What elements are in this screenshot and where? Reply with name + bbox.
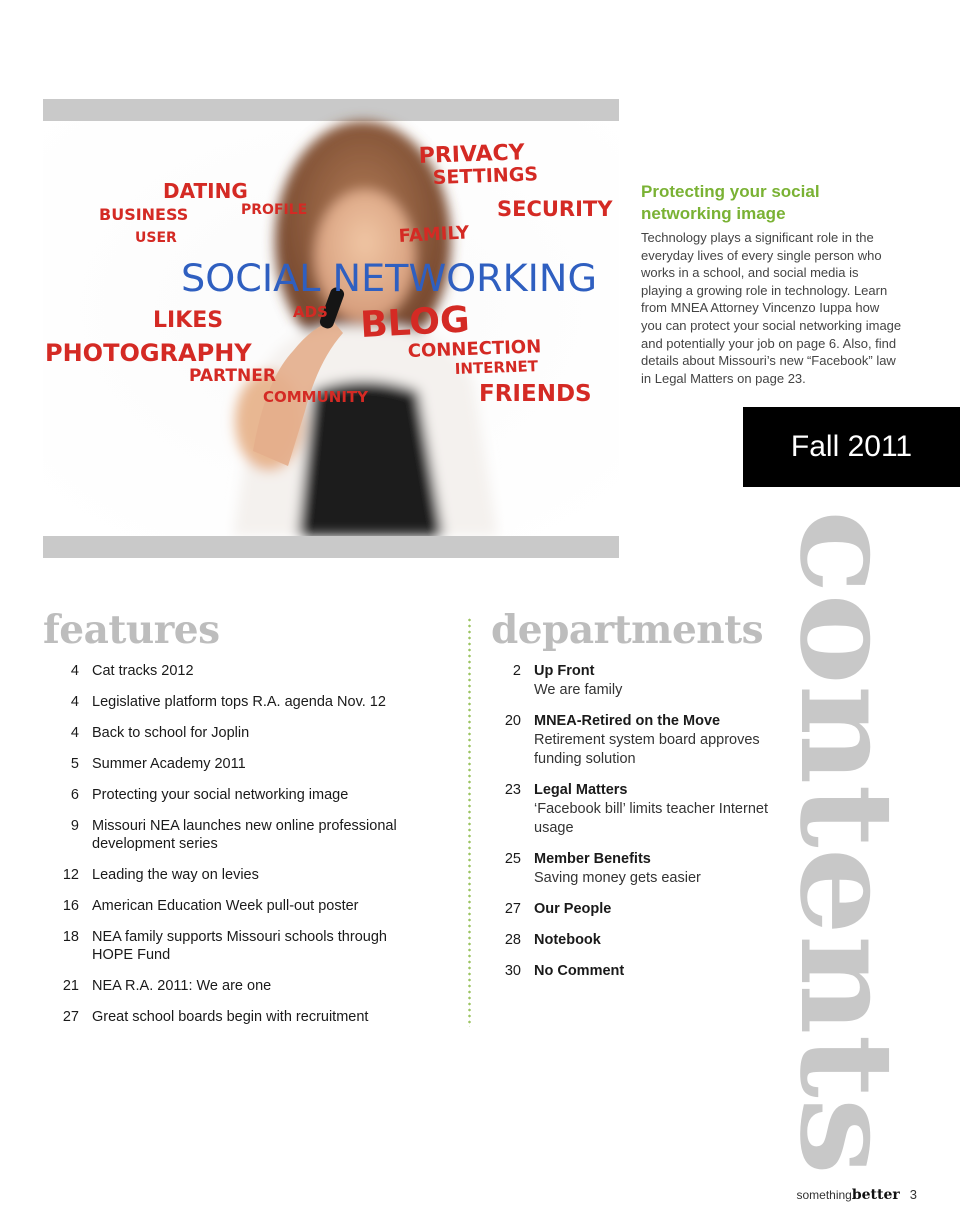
feature-page: 12 bbox=[62, 867, 79, 883]
department-page: 30 bbox=[504, 963, 521, 979]
feature-item[interactable] bbox=[50, 928, 420, 964]
word-user: USER bbox=[135, 230, 177, 246]
word-internet: INTERNET bbox=[454, 357, 539, 378]
word-community: COMMUNITY bbox=[263, 388, 369, 406]
departments-heading: departments bbox=[491, 607, 764, 653]
contents-vertical-title bbox=[771, 510, 921, 1180]
feature-item[interactable] bbox=[50, 755, 420, 773]
department-page: 27 bbox=[504, 901, 521, 917]
feature-title: NEA R.A. 2011: We are one bbox=[92, 978, 272, 994]
word-profile: PROFILE bbox=[241, 202, 308, 218]
department-title: Our People bbox=[534, 901, 612, 917]
word-settings: SETTINGS bbox=[432, 163, 539, 189]
feature-title: Legislative platform tops R.A. agenda Nov. 12 bbox=[92, 694, 386, 710]
word-social-networking: SOCIAL NETWORKING bbox=[181, 257, 597, 300]
feature-item[interactable] bbox=[50, 977, 420, 995]
word-connection: CONNECTION bbox=[407, 336, 542, 362]
department-page: 25 bbox=[504, 851, 521, 867]
issue-season-label: Fall 2011 bbox=[743, 407, 960, 487]
feature-item[interactable] bbox=[50, 662, 420, 680]
feature-page: 5 bbox=[70, 756, 79, 772]
footer-brand-prefix: something bbox=[796, 1188, 852, 1202]
word-privacy: PRIVACY bbox=[418, 140, 526, 169]
word-partner: PARTNER bbox=[189, 366, 276, 386]
word-dating: DATING bbox=[163, 179, 248, 203]
feature-page: 16 bbox=[62, 898, 79, 914]
department-title: Up Front bbox=[534, 663, 595, 679]
department-title: No Comment bbox=[534, 963, 625, 979]
department-desc: ‘Facebook bill’ limits teacher Internet usage bbox=[534, 801, 768, 836]
feature-page: 27 bbox=[62, 1009, 79, 1025]
feature-item[interactable] bbox=[50, 1008, 420, 1026]
department-title: Member Benefits bbox=[534, 851, 651, 867]
feature-item[interactable] bbox=[50, 866, 420, 884]
feature-page: 4 bbox=[70, 694, 79, 710]
cover-story-title: Protecting your social networking image bbox=[641, 182, 820, 223]
cover-story-body: Technology plays a significant role in the everyday lives of every single person who works in a school, and social media is playing a growing role in technology. Learn from MNEA Attorney Vincenzo Iuppa how you can protect your social networking image and potentially your job on page 6. Also, find details about Missouri’s new “Facebook” law in Legal Matters on page 23. bbox=[641, 230, 902, 386]
department-page: 23 bbox=[504, 782, 521, 798]
feature-page: 9 bbox=[70, 818, 79, 834]
department-page: 28 bbox=[504, 932, 521, 948]
department-item[interactable] bbox=[496, 931, 786, 950]
department-desc: Saving money gets easier bbox=[534, 870, 701, 886]
footer-brand-suffix: better bbox=[851, 1187, 900, 1203]
social-networking-photo bbox=[43, 121, 619, 536]
department-item[interactable] bbox=[496, 781, 786, 838]
feature-title: Summer Academy 2011 bbox=[92, 756, 246, 772]
feature-title: Protecting your social networking image bbox=[92, 787, 349, 803]
cover-story-blurb bbox=[641, 181, 903, 387]
feature-item[interactable] bbox=[50, 786, 420, 804]
feature-page: 18 bbox=[62, 929, 79, 945]
departments-list bbox=[496, 662, 786, 993]
feature-page: 4 bbox=[70, 725, 79, 741]
department-desc: We are family bbox=[534, 682, 623, 698]
feature-title: Great school boards begin with recruitment bbox=[92, 1009, 369, 1025]
column-divider bbox=[468, 617, 471, 1027]
department-page: 2 bbox=[512, 663, 521, 679]
photo-top-bar bbox=[43, 99, 619, 121]
word-business: BUSINESS bbox=[99, 205, 189, 224]
feature-item[interactable] bbox=[50, 693, 420, 711]
word-friends: FRIENDS bbox=[479, 381, 592, 407]
feature-item[interactable] bbox=[50, 897, 420, 915]
photo-bottom-bar bbox=[43, 536, 619, 558]
page-footer bbox=[796, 1187, 917, 1203]
department-title: Notebook bbox=[534, 932, 601, 948]
feature-title: Back to school for Joplin bbox=[92, 725, 250, 741]
feature-title: American Education Week pull-out poster bbox=[92, 898, 359, 914]
word-blog: BLOG bbox=[359, 299, 471, 346]
feature-title: Leading the way on levies bbox=[92, 867, 259, 883]
feature-page: 21 bbox=[62, 978, 79, 994]
contents-vertical-text: contents bbox=[771, 510, 921, 1132]
word-family: FAMILY bbox=[398, 222, 470, 247]
feature-page: 6 bbox=[70, 787, 79, 803]
features-heading: features bbox=[43, 607, 220, 653]
features-list bbox=[50, 662, 420, 1039]
feature-page: 4 bbox=[70, 663, 79, 679]
feature-title: Missouri NEA launches new online professional development series bbox=[92, 818, 397, 852]
department-item[interactable] bbox=[496, 850, 786, 888]
department-page: 20 bbox=[504, 713, 521, 729]
feature-item[interactable] bbox=[50, 724, 420, 742]
page-number: 3 bbox=[909, 1187, 917, 1202]
word-photography: PHOTOGRAPHY bbox=[45, 339, 252, 367]
department-desc: Retirement system board approves funding solution bbox=[534, 732, 760, 767]
feature-item[interactable] bbox=[50, 817, 420, 853]
word-security: SECURITY bbox=[497, 197, 613, 221]
department-item[interactable] bbox=[496, 962, 786, 981]
word-ads: ADS bbox=[293, 303, 328, 321]
department-item[interactable] bbox=[496, 712, 786, 769]
department-item[interactable] bbox=[496, 900, 786, 919]
department-item[interactable] bbox=[496, 662, 786, 700]
department-title: Legal Matters bbox=[534, 782, 628, 798]
department-title: MNEA-Retired on the Move bbox=[534, 713, 721, 729]
feature-title: NEA family supports Missouri schools through HOPE Fund bbox=[92, 929, 387, 963]
feature-title: Cat tracks 2012 bbox=[92, 663, 194, 679]
word-likes: LIKES bbox=[153, 308, 224, 333]
